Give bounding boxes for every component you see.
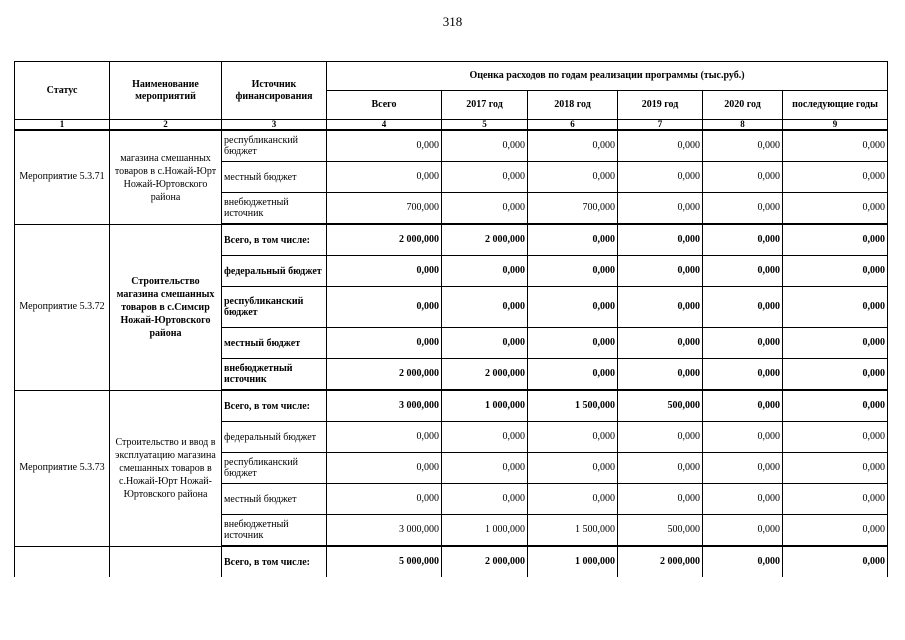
value-cell: 0,000 bbox=[783, 287, 888, 328]
value-cell: 0,000 bbox=[528, 484, 618, 515]
status-cell: Мероприятие 5.3.73 bbox=[15, 390, 110, 546]
value-cell: 0,000 bbox=[528, 359, 618, 391]
value-cell: 0,000 bbox=[703, 287, 783, 328]
value-cell: 0,000 bbox=[327, 484, 442, 515]
value-cell: 0,000 bbox=[783, 130, 888, 162]
event-name-cell bbox=[110, 130, 222, 224]
header-year-2018: 2018 год bbox=[528, 91, 618, 120]
event-name-text: магазина смешанных товаров в с.Ножай-Юрт Ножай-Юртовского района bbox=[114, 152, 217, 203]
col-number: 2 bbox=[110, 120, 222, 131]
value-cell: 0,000 bbox=[528, 422, 618, 453]
value-cell: 0,000 bbox=[327, 328, 442, 359]
source-cell: внебюджетный источник bbox=[222, 359, 327, 391]
header-source: Источник финансирования bbox=[222, 62, 327, 120]
header-year-2020: 2020 год bbox=[703, 91, 783, 120]
value-cell: 2 000,000 bbox=[327, 224, 442, 256]
value-cell: 0,000 bbox=[783, 484, 888, 515]
value-cell: 0,000 bbox=[783, 422, 888, 453]
value-cell: 0,000 bbox=[528, 224, 618, 256]
value-cell: 0,000 bbox=[327, 453, 442, 484]
value-cell: 0,000 bbox=[327, 256, 442, 287]
value-cell: 1 500,000 bbox=[528, 390, 618, 422]
value-cell: 0,000 bbox=[528, 453, 618, 484]
value-cell: 0,000 bbox=[618, 422, 703, 453]
event-name-cell: Строительство и ввод в эксплуатацию магазина смешанных товаров в с.Ножай-Юрт Ножай-Юртовского района bbox=[110, 390, 222, 546]
value-cell: 0,000 bbox=[442, 484, 528, 515]
value-cell: 0,000 bbox=[528, 162, 618, 193]
value-cell: 0,000 bbox=[783, 224, 888, 256]
source-cell: федеральный бюджет bbox=[222, 422, 327, 453]
value-cell: 0,000 bbox=[703, 546, 783, 577]
source-cell: внебюджетный источник bbox=[222, 193, 327, 225]
value-cell: 0,000 bbox=[783, 453, 888, 484]
header-name: Наименование мероприятий bbox=[110, 62, 222, 120]
value-cell: 5 000,000 bbox=[327, 546, 442, 577]
table-row bbox=[15, 546, 888, 577]
value-cell: 1 000,000 bbox=[442, 515, 528, 547]
value-cell: 0,000 bbox=[442, 287, 528, 328]
value-cell: 1 000,000 bbox=[528, 546, 618, 577]
value-cell: 2 000,000 bbox=[618, 546, 703, 577]
event-name-cell bbox=[110, 546, 222, 577]
value-cell: 0,000 bbox=[703, 224, 783, 256]
event-name-cell: Строительство магазина смешанных товаров в с.Симсир Ножай-Юртовского района bbox=[110, 224, 222, 390]
col-number: 6 bbox=[528, 120, 618, 131]
table-row bbox=[15, 224, 888, 256]
value-cell: 0,000 bbox=[618, 256, 703, 287]
value-cell: 0,000 bbox=[703, 193, 783, 225]
value-cell: 0,000 bbox=[703, 162, 783, 193]
value-cell: 0,000 bbox=[703, 130, 783, 162]
value-cell: 500,000 bbox=[618, 515, 703, 547]
value-cell: 0,000 bbox=[327, 287, 442, 328]
col-number: 8 bbox=[703, 120, 783, 131]
value-cell: 0,000 bbox=[618, 453, 703, 484]
value-cell: 2 000,000 bbox=[442, 359, 528, 391]
source-cell: республиканский бюджет bbox=[222, 453, 327, 484]
source-cell: Всего, в том числе: bbox=[222, 546, 327, 577]
value-cell: 2 000,000 bbox=[327, 359, 442, 391]
source-cell: республиканский бюджет bbox=[222, 130, 327, 162]
value-cell: 0,000 bbox=[442, 130, 528, 162]
value-cell: 0,000 bbox=[327, 162, 442, 193]
value-cell: 0,000 bbox=[442, 256, 528, 287]
value-cell: 0,000 bbox=[442, 162, 528, 193]
value-cell: 0,000 bbox=[783, 256, 888, 287]
value-cell: 0,000 bbox=[442, 422, 528, 453]
status-cell: Мероприятие 5.3.71 bbox=[15, 130, 110, 224]
value-cell: 0,000 bbox=[618, 359, 703, 391]
value-cell: 0,000 bbox=[327, 130, 442, 162]
header-year-2019: 2019 год bbox=[618, 91, 703, 120]
value-cell: 0,000 bbox=[528, 328, 618, 359]
status-cell: Мероприятие 5.3.72 bbox=[15, 224, 110, 390]
value-cell: 1 500,000 bbox=[528, 515, 618, 547]
col-number: 9 bbox=[783, 120, 888, 131]
value-cell: 0,000 bbox=[783, 162, 888, 193]
source-cell: местный бюджет bbox=[222, 328, 327, 359]
table-row bbox=[15, 390, 888, 422]
value-cell: 0,000 bbox=[783, 515, 888, 547]
value-cell: 0,000 bbox=[528, 256, 618, 287]
value-cell: 0,000 bbox=[618, 162, 703, 193]
col-number: 4 bbox=[327, 120, 442, 131]
header-year-2017: 2017 год bbox=[442, 91, 528, 120]
value-cell: 700,000 bbox=[327, 193, 442, 225]
budget-table bbox=[14, 61, 888, 577]
header-total: Всего bbox=[327, 91, 442, 120]
value-cell: 2 000,000 bbox=[442, 546, 528, 577]
col-number: 1 bbox=[15, 120, 110, 131]
value-cell: 0,000 bbox=[703, 422, 783, 453]
value-cell: 0,000 bbox=[703, 359, 783, 391]
value-cell: 0,000 bbox=[528, 287, 618, 328]
value-cell: 500,000 bbox=[618, 390, 703, 422]
value-cell: 3 000,000 bbox=[327, 515, 442, 547]
value-cell: 0,000 bbox=[618, 224, 703, 256]
source-cell: республиканский бюджет bbox=[222, 287, 327, 328]
value-cell: 0,000 bbox=[442, 453, 528, 484]
table-row bbox=[15, 130, 888, 162]
value-cell: 700,000 bbox=[528, 193, 618, 225]
value-cell: 0,000 bbox=[783, 328, 888, 359]
value-cell: 0,000 bbox=[783, 546, 888, 577]
value-cell: 1 000,000 bbox=[442, 390, 528, 422]
value-cell: 3 000,000 bbox=[327, 390, 442, 422]
value-cell: 0,000 bbox=[703, 515, 783, 547]
col-number: 7 bbox=[618, 120, 703, 131]
value-cell: 0,000 bbox=[618, 328, 703, 359]
source-cell: местный бюджет bbox=[222, 484, 327, 515]
value-cell: 0,000 bbox=[703, 484, 783, 515]
value-cell: 0,000 bbox=[618, 484, 703, 515]
col-number: 5 bbox=[442, 120, 528, 131]
value-cell: 0,000 bbox=[618, 287, 703, 328]
value-cell: 0,000 bbox=[783, 359, 888, 391]
value-cell: 0,000 bbox=[703, 256, 783, 287]
source-cell: местный бюджет bbox=[222, 162, 327, 193]
value-cell: 0,000 bbox=[442, 193, 528, 225]
value-cell: 0,000 bbox=[528, 130, 618, 162]
header-status: Статус bbox=[15, 62, 110, 120]
value-cell: 0,000 bbox=[703, 453, 783, 484]
source-cell: Всего, в том числе: bbox=[222, 224, 327, 256]
source-cell: Всего, в том числе: bbox=[222, 390, 327, 422]
header-estimate: Оценка расходов по годам реализации программы (тыс.руб.) bbox=[327, 62, 888, 91]
value-cell: 0,000 bbox=[783, 193, 888, 225]
source-cell: внебюджетный источник bbox=[222, 515, 327, 547]
col-number: 3 bbox=[222, 120, 327, 131]
value-cell: 0,000 bbox=[618, 193, 703, 225]
value-cell: 0,000 bbox=[783, 390, 888, 422]
header-later-years: последующие годы bbox=[783, 91, 888, 120]
value-cell: 0,000 bbox=[618, 130, 703, 162]
value-cell: 0,000 bbox=[703, 328, 783, 359]
status-cell bbox=[15, 546, 110, 577]
value-cell: 2 000,000 bbox=[442, 224, 528, 256]
value-cell: 0,000 bbox=[442, 328, 528, 359]
value-cell: 0,000 bbox=[703, 390, 783, 422]
page-number: 318 bbox=[442, 14, 463, 29]
source-cell: федеральный бюджет bbox=[222, 256, 327, 287]
value-cell: 0,000 bbox=[327, 422, 442, 453]
